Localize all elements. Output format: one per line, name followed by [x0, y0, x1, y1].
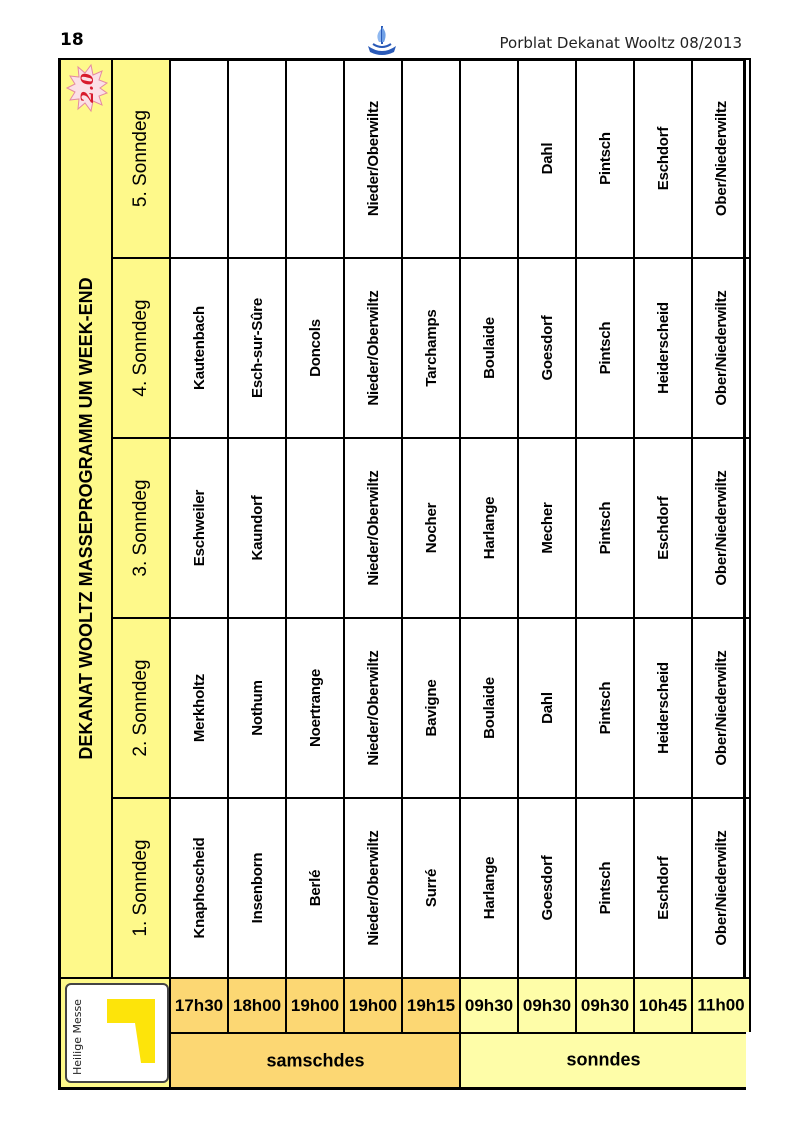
mass-location: Nieder/Oberwiltz — [364, 100, 382, 217]
mass-location: Nocher — [422, 502, 440, 554]
mass-location-cell — [635, 617, 693, 797]
mass-location-cell — [577, 797, 635, 977]
publication-header: Porblat Dekanat Wooltz 08/2013 — [499, 34, 742, 52]
mass-location-cell — [461, 58, 519, 257]
mass-location: Nieder/Oberwiltz — [364, 290, 382, 406]
mass-location: Nothum — [248, 680, 266, 736]
mass-location-cell — [171, 617, 229, 797]
mass-location-cell — [461, 797, 519, 977]
mass-time: 11h00 — [697, 995, 745, 1015]
mass-time-cell — [461, 977, 519, 1032]
mass-location-cell — [345, 437, 403, 617]
col-header-4: 4. Sonndeg — [113, 257, 171, 437]
mass-location-cell — [577, 58, 635, 257]
mass-schedule-rotated — [58, 58, 746, 1090]
day-label-sonndes: sonndes — [461, 1032, 746, 1087]
mass-time: 09h30 — [580, 995, 630, 1015]
mass-location: Mecher — [538, 502, 556, 554]
mass-location: Heiderscheid — [654, 662, 672, 754]
mass-location-cell — [229, 58, 287, 257]
mass-location-cell — [519, 617, 577, 797]
mass-time-cell — [229, 977, 287, 1032]
mass-location: Dahl — [538, 142, 556, 175]
mass-location-cell — [345, 257, 403, 437]
mass-time: 09h30 — [464, 995, 514, 1015]
mass-schedule-table — [58, 58, 746, 1090]
mass-location-cell — [229, 437, 287, 617]
mass-location-cell — [171, 437, 229, 617]
mass-location-cell — [635, 797, 693, 977]
mass-time: 09h30 — [522, 995, 572, 1015]
mass-location-cell — [635, 257, 693, 437]
mass-location: Ober/Niederwiltz — [712, 100, 730, 217]
mass-location: Pintsch — [596, 501, 614, 555]
mass-location: Insenborn — [248, 852, 266, 924]
mass-location-cell — [287, 797, 345, 977]
mass-location: Eschdorf — [654, 856, 672, 920]
mass-location: Esch-sur-Sûre — [248, 298, 266, 398]
mass-location-cell — [519, 797, 577, 977]
mass-location: Kautenbach — [190, 306, 208, 390]
mass-location-cell — [461, 617, 519, 797]
mass-location-cell — [577, 437, 635, 617]
version-badge: 2.0 — [78, 73, 98, 103]
col-header-2: 2. Sonndeg — [113, 617, 171, 797]
mass-location: Ober/Niederwiltz — [712, 470, 730, 586]
mass-location: Eschdorf — [654, 126, 672, 191]
mass-location-cell — [693, 437, 751, 617]
mass-time-cell — [287, 977, 345, 1032]
mass-location-cell — [229, 257, 287, 437]
mass-location-cell — [171, 257, 229, 437]
mass-location: Goesdorf — [538, 315, 556, 381]
mass-location-cell — [229, 797, 287, 977]
page-number: 18 — [60, 30, 84, 50]
mass-location: Surré — [422, 868, 440, 908]
mass-location: Tarchamps — [422, 309, 440, 387]
mass-location-cell — [345, 58, 403, 257]
mass-location-cell — [287, 58, 345, 257]
legend-cell — [61, 977, 171, 1087]
mass-location-cell — [171, 58, 229, 257]
mass-location: Goesdorf — [538, 855, 556, 921]
mass-time: 19h00 — [348, 995, 398, 1015]
col-header-5: 5. Sonndeg — [113, 58, 171, 257]
col-header-1: 1. Sonndeg — [113, 797, 171, 977]
mass-time-cell — [345, 977, 403, 1032]
col-header-3: 3. Sonndeg — [113, 437, 171, 617]
mass-location: Eschdorf — [654, 496, 672, 560]
mass-location-cell — [287, 437, 345, 617]
mass-location: Harlange — [480, 856, 498, 920]
mass-location: Nieder/Oberwiltz — [364, 830, 382, 946]
mass-location: Nieder/Oberwiltz — [364, 470, 382, 586]
mass-location-cell — [693, 797, 751, 977]
table-title: DEKANAT WOOLTZ MASSEPROGRAMM UM WEEK-END — [75, 277, 96, 760]
mass-location-cell — [635, 437, 693, 617]
legend-box — [65, 983, 169, 1083]
mass-location: Knaphoscheid — [190, 837, 208, 939]
mass-location: Eschweiler — [190, 489, 208, 567]
mass-location-cell — [171, 797, 229, 977]
mass-location-cell — [577, 617, 635, 797]
mass-location: Boulaide — [480, 677, 498, 739]
mass-location: Boulaide — [480, 317, 498, 379]
mass-location-cell — [693, 58, 751, 257]
mass-location-cell — [635, 58, 693, 257]
mass-time: 19h00 — [290, 995, 340, 1015]
legend-marker-icon — [107, 999, 155, 1063]
table-title-cell — [61, 58, 113, 977]
mass-location-cell — [461, 257, 519, 437]
mass-location: Ober/Niederwiltz — [712, 650, 730, 766]
mass-location-cell — [403, 437, 461, 617]
mass-location: Pintsch — [596, 321, 614, 375]
version-badge-icon — [65, 63, 109, 113]
dekanat-logo-icon — [364, 22, 400, 58]
mass-location: Harlange — [480, 496, 498, 560]
mass-location: Pintsch — [596, 861, 614, 915]
mass-location-cell — [403, 617, 461, 797]
mass-location-cell — [519, 437, 577, 617]
mass-location-cell — [519, 257, 577, 437]
mass-location-cell — [693, 617, 751, 797]
mass-time-cell — [519, 977, 577, 1032]
mass-location: Berlé — [306, 869, 324, 907]
mass-location: Heiderscheid — [654, 302, 672, 394]
mass-location: Pintsch — [596, 681, 614, 735]
mass-time-cell — [171, 977, 229, 1032]
mass-time: 17h30 — [174, 995, 224, 1015]
day-label-samschdes: samschdes — [171, 1032, 461, 1087]
mass-location-cell — [519, 58, 577, 257]
mass-location-cell — [403, 257, 461, 437]
mass-location-cell — [287, 617, 345, 797]
mass-time-cell — [635, 977, 693, 1032]
mass-location-cell — [287, 257, 345, 437]
mass-location: Nieder/Oberwiltz — [364, 650, 382, 766]
mass-location-cell — [461, 437, 519, 617]
legend-label: Heilige Messe — [71, 999, 84, 1075]
mass-location: Bavigne — [422, 679, 440, 737]
mass-location-cell — [577, 257, 635, 437]
mass-location: Merkholtz — [190, 673, 208, 743]
mass-location-cell — [403, 797, 461, 977]
mass-location-cell — [345, 617, 403, 797]
mass-location: Ober/Niederwiltz — [712, 290, 730, 406]
mass-location-cell — [403, 58, 461, 257]
mass-time: 10h45 — [638, 995, 688, 1015]
mass-location: Ober/Niederwiltz — [712, 830, 730, 946]
mass-location-cell — [229, 617, 287, 797]
mass-location: Noertrange — [306, 668, 324, 748]
mass-location-cell — [345, 797, 403, 977]
mass-location: Kaundorf — [248, 495, 266, 561]
mass-location: Doncols — [306, 319, 324, 377]
mass-location: Pintsch — [596, 132, 614, 185]
mass-time-cell — [693, 977, 751, 1032]
mass-time-cell — [403, 977, 461, 1032]
mass-location: Dahl — [538, 692, 556, 724]
mass-location-cell — [693, 257, 751, 437]
mass-time: 19h15 — [406, 995, 456, 1015]
mass-time-cell — [577, 977, 635, 1032]
mass-time: 18h00 — [232, 995, 282, 1015]
